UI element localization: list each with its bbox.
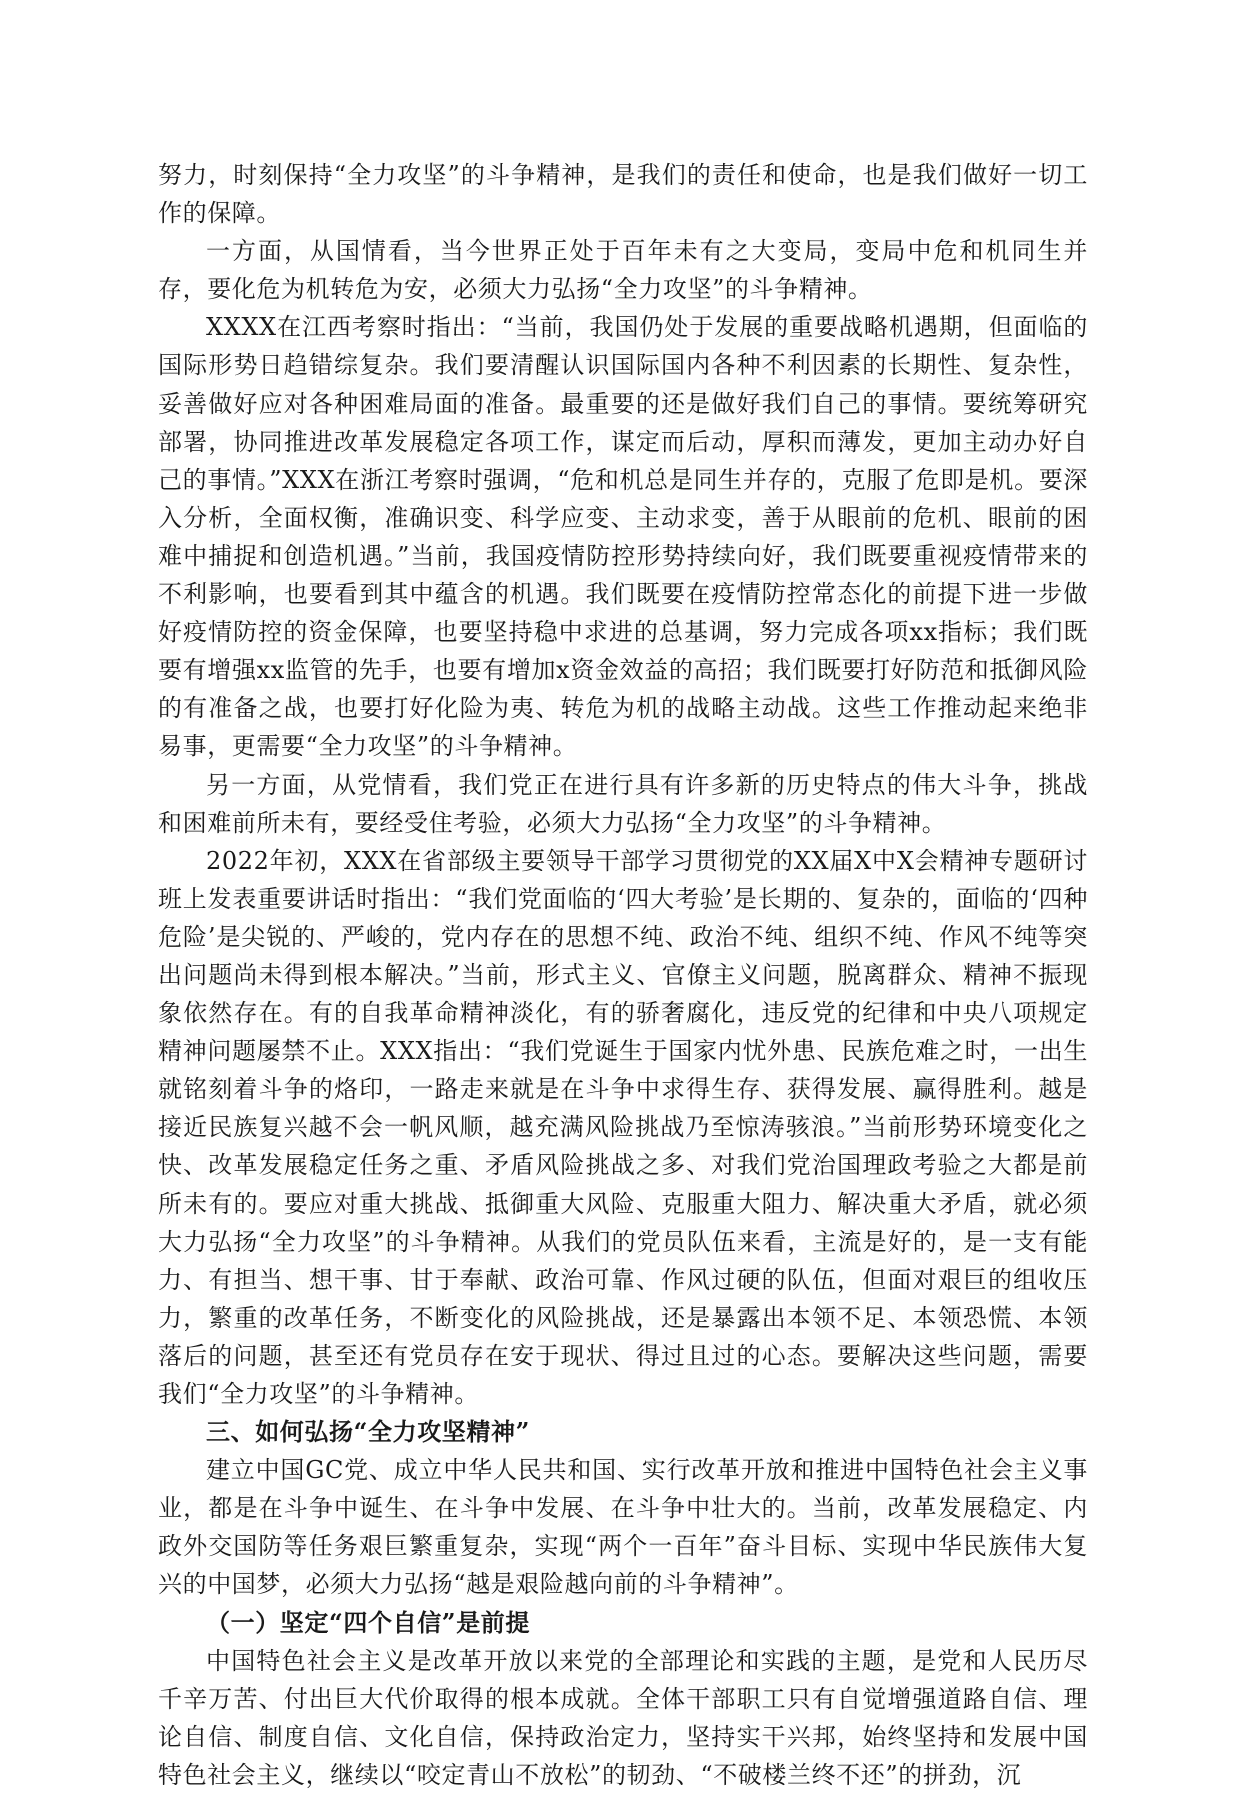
document-page	[158, 156, 1088, 1794]
paragraph-continuation: 努力，时刻保持“全力攻坚”的斗争精神，是我们的责任和使命，也是我们做好一切工作的保障。	[158, 161, 1088, 228]
paragraph-jiangxi-quote: XXXX在江西考察时指出：“当前，我国仍处于发展的重要战略机遇期，但面临的国际形势日趋错综复杂。我们要清醒认识国际国内各种不利因素的长期性、复杂性，妥善做好应对各种困难局面的准备。最重要的还是做好我们自己的事情。要统筹研究部署，协同推进改革发展稳定各项工作，谋定而后动，厚积而薄发，更加主动办好自己的事情。”XXX在浙江考察时强调，“危和机总是同生并存的，克服了危即是机。要深入分析，全面权衡，准确识变、科学应变、主动求变，善于从眼前的危机、眼前的困难中捕捉和创造机遇。”当前，我国疫情防控形势持续向好，我们既要重视疫情带来的不利影响，也要看到其中蕴含的机遇。我们既要在疫情防控常态化的前提下进一步做好疫情防控的资金保障，也要坚持稳中求进的总基调，努力完成各项xx指标；我们既要有增强xx监管的先手，也要有增加x资金效益的高招；我们既要打好防范和抵御风险的有准备之战，也要打好化险为夷、转危为机的战略主动战。这些工作推动起来绝非易事，更需要“全力攻坚”的斗争精神。	[158, 313, 1088, 761]
subsection-heading-1: （一）坚定“四个自信”是前提	[206, 1607, 531, 1637]
section-heading-3: 三、如何弘扬“全力攻坚精神”	[206, 1417, 531, 1447]
paragraph-party-situation: 另一方面，从党情看，我们党正在进行具有许多新的历史特点的伟大斗争，挑战和困难前所未有，要经受住考验，必须大力弘扬“全力攻坚”的斗争精神。	[158, 770, 1088, 837]
paragraph-party-history: 建立中国GC党、成立中华人民共和国、实行改革开放和推进中国特色社会主义事业，都是在斗争中诞生、在斗争中发展、在斗争中壮大的。当前，改革发展稳定、内政外交国防等任务艰巨繁重复杂，实现“两个一百年”奋斗目标、实现中华民族伟大复兴的中国梦，必须大力弘扬“越是艰险越向前的斗争精神”。	[158, 1456, 1088, 1599]
paragraph-national-situation: 一方面，从国情看，当今世界正处于百年未有之大变局，变局中危和机同生并存，要化危为机转危为安，必须大力弘扬“全力攻坚”的斗争精神。	[158, 237, 1088, 304]
paragraph-2022-speech: 2022年初，XXX在省部级主要领导干部学习贯彻党的XX届X中X会精神专题研讨班上发表重要讲话时指出：“我们党面临的‘四大考验’是长期的、复杂的，面临的‘四种危险’是尖锐的、严峻的，党内存在的思想不纯、政治不纯、组织不纯、作风不纯等突出问题尚未得到根本解决。”当前，形式主义、官僚主义问题，脱离群众、精神不振现象依然存在。有的自我革命精神淡化，有的骄奢腐化，违反党的纪律和中央八项规定精神问题屡禁不止。XXX指出：“我们党诞生于国家内忧外患、民族危难之时，一出生就铭刻着斗争的烙印，一路走来就是在斗争中求得生存、获得发展、赢得胜利。越是接近民族复兴越不会一帆风顺，越充满风险挑战乃至惊涛骇浪。”当前形势环境变化之快、改革发展稳定任务之重、矛盾风险挑战之多、对我们党治国理政考验之大都是前所未有的。要应对重大挑战、抵御重大风险、克服重大阻力、解决重大矛盾，就必须大力弘扬“全力攻坚”的斗争精神。从我们的党员队伍来看，主流是好的，是一支有能力、有担当、想干事、甘于奉献、政治可靠、作风过硬的队伍，但面对艰巨的组收压力，繁重的改革任务，不断变化的风险挑战，还是暴露出本领不足、本领恐慌、本领落后的问题，甚至还有党员存在安于现状、得过且过的心态。要解决这些问题，需要我们“全力攻坚”的斗争精神。	[158, 846, 1088, 1408]
paragraph-four-confidences: 中国特色社会主义是改革开放以来党的全部理论和实践的主题，是党和人民历尽千辛万苦、付出巨大代价取得的根本成就。全体干部职工只有自觉增强道路自信、理论自信、制度自信、文化自信，保持政治定力，坚持实干兴邦，始终坚持和发展中国特色社会主义，继续以“咬定青山不放松”的韧劲、“不破楼兰终不还”的拼劲，沉	[158, 1646, 1088, 1789]
